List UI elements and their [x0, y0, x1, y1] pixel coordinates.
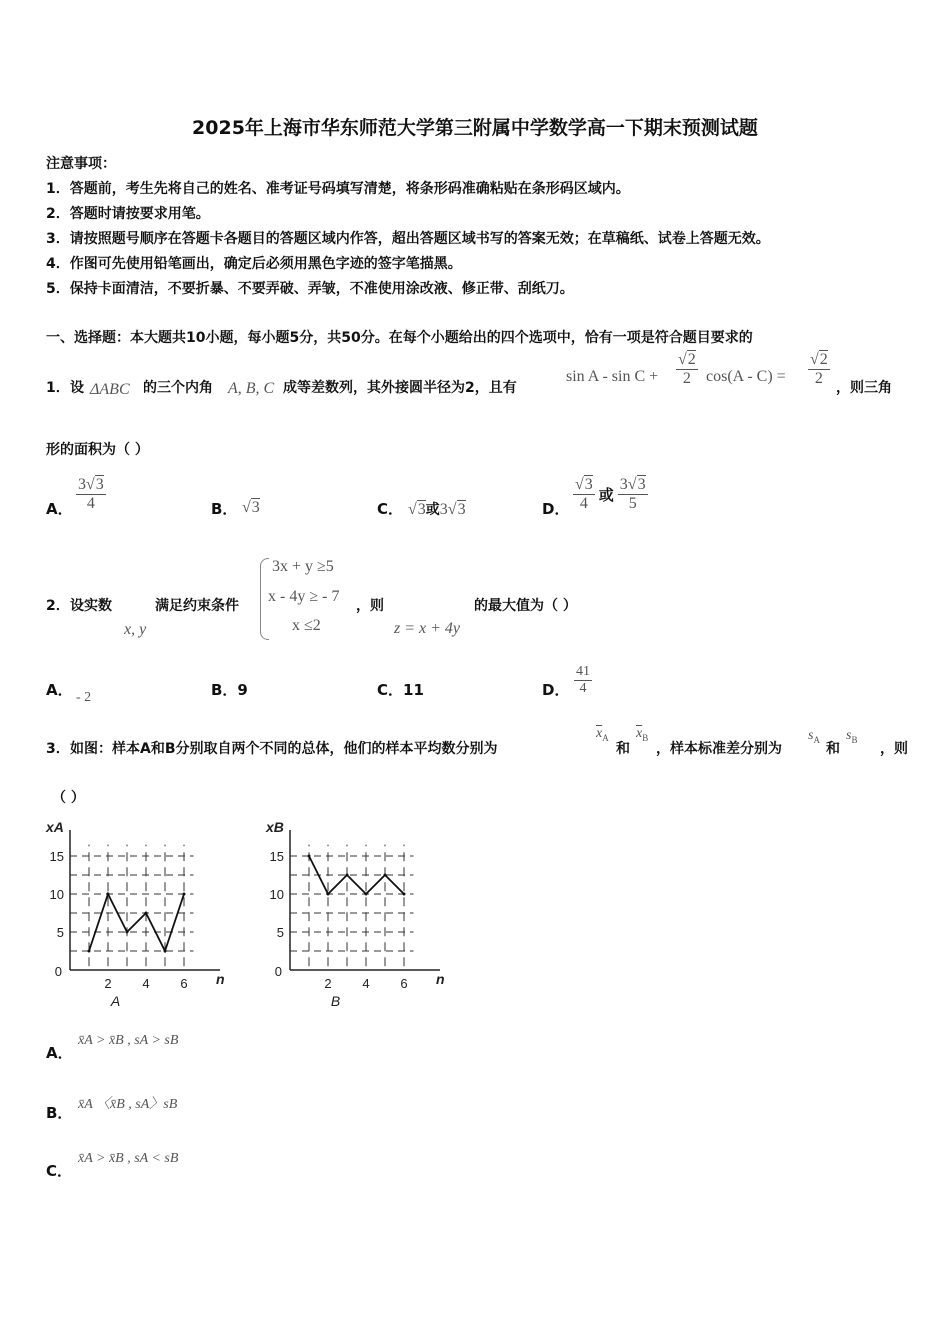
q3-text-4: （ ） — [52, 790, 85, 806]
notice-item-3: 3．请按照题号顺序在答题卡各题目的答题区域内作答，超出答题区域书写的答案无效；在草稿纸、试卷上答题无效。 — [46, 231, 770, 247]
q3-number: 3． — [46, 741, 70, 757]
q3-option-a-label: A． — [46, 1044, 73, 1062]
chart-a-xtick: 4 — [142, 976, 150, 991]
q1-eq-frac1: $\frac{√2}{2}$ — [678, 351, 696, 387]
chart-b-point — [365, 893, 368, 896]
q2-text-2: 满足约束条件 — [155, 598, 239, 614]
q1-option-a-value: $\frac{3√3}{4}$ — [78, 476, 104, 512]
q3-and-2: 和 — [826, 741, 840, 757]
notice-item-2: 2．答题时请按要求用笔。 — [46, 206, 210, 222]
q3-sd-b: $s_B$ — [846, 728, 858, 745]
q3-option-b-label: B． — [46, 1104, 73, 1122]
q2-objective: z = x + 4y — [394, 620, 461, 637]
chart-b-xtick: 4 — [362, 976, 370, 991]
chart-b-xlabel: n — [436, 971, 445, 987]
chart-b-xtick: 2 — [324, 976, 332, 991]
chart-b-point — [327, 893, 330, 896]
chart-a-ytick: 5 — [56, 925, 64, 940]
chart-b-xtick: 6 — [400, 976, 408, 991]
q3-sd-a: $s_A$ — [808, 728, 820, 745]
q1-text-1: 设 — [70, 380, 84, 396]
chart-b-ytick: 5 — [276, 925, 284, 940]
q1-eq-mid: cos(A - C) = — [706, 368, 786, 385]
q3-mean-a: $\overline{x}_A$ — [596, 726, 609, 743]
q1-triangle: ΔABC — [90, 381, 130, 398]
q3-charts — [40, 815, 460, 1010]
chart-b — [265, 819, 445, 1009]
chart-b-ytick: 10 — [269, 887, 284, 902]
q3-option-a-value: x̄A > x̄B , sA > sB — [78, 1033, 179, 1048]
q2-constraint-3: x ≤2 — [292, 617, 321, 634]
chart-b-ylabel: xB — [266, 819, 284, 835]
section-heading: 一、选择题：本大题共10小题，每小题5分，共50分。在每个小题给出的四个选项中，恰有一项是符合题目要求的 — [46, 330, 753, 346]
q1-option-d-value: $\frac{√3}{4}$ 或 $\frac{3√3}{5}$ — [575, 476, 646, 512]
q3-and-1: 和 — [616, 741, 630, 757]
q1-option-c-value: √3或3√3 — [408, 501, 466, 518]
notice-item-4: 4．作图可先使用铅笔画出，确定后必须用黑色字迹的签字笔描黑。 — [46, 256, 462, 272]
q3-option-c-label: C． — [46, 1162, 73, 1180]
q1-text-3: 成等差数列，其外接圆半径为2，且有 — [283, 380, 517, 396]
q1-text-2: 的三个内角 — [143, 380, 213, 396]
q2-text-1: 设实数 — [70, 598, 112, 614]
chart-b-point — [346, 874, 349, 877]
chart-b-point — [308, 855, 311, 858]
q1-option-a-label: A． — [46, 500, 73, 518]
q3-mean-b: $\overline{x}_B$ — [636, 726, 649, 743]
q1-number: 1． — [46, 380, 70, 396]
chart-a-point — [164, 950, 167, 953]
chart-b-ytick: 15 — [269, 849, 284, 864]
chart-b-title: B — [330, 993, 341, 1009]
chart-a-point — [145, 912, 148, 915]
chart-b-point — [403, 893, 406, 896]
chart-a — [45, 819, 225, 1009]
chart-a-xlabel: n — [216, 971, 225, 987]
chart-a-xtick: 2 — [104, 976, 112, 991]
q3-option-c-value: x̄A > x̄B , sA < sB — [78, 1151, 179, 1166]
q1-eq-frac2: $\frac{√2}{2}$ — [810, 351, 828, 387]
notice-heading: 注意事项： — [46, 156, 116, 172]
q3-option-b-value: x̄A 〈x̄B , sA〉sB — [78, 1097, 178, 1112]
notice-item-5: 5．保持卡面清洁，不要折暴、不要弄破、弄皱，不准使用涂改液、修正带、刮纸刀。 — [46, 281, 574, 297]
q3-text-3: ，则 — [880, 741, 908, 757]
q2-vars: x, y — [124, 621, 147, 638]
q2-text-4: 的最大值为（ ） — [474, 598, 577, 614]
q3-text-2: ，样本标准差分别为 — [656, 741, 782, 757]
q3-text-1: 如图：样本A和B分别取自两个不同的总体，他们的样本平均数分别为 — [70, 741, 498, 757]
chart-a-ytick: 10 — [49, 887, 64, 902]
chart-a-xtick: 6 — [180, 976, 188, 991]
chart-a-point — [126, 931, 129, 934]
q1-angles: A, B, C — [228, 380, 275, 397]
q1-option-d-label: D． — [542, 500, 570, 518]
chart-a-title: A — [110, 993, 121, 1009]
chart-a-point — [88, 950, 91, 953]
chart-a-point — [107, 893, 110, 896]
q2-text-3: ，则 — [356, 598, 384, 614]
q1-option-b-label: B． — [211, 500, 238, 518]
q1-text-5: 形的面积为（ ） — [46, 442, 149, 458]
chart-a-ytick: 15 — [49, 849, 64, 864]
chart-a-ylabel: xA — [46, 819, 64, 835]
q2-option-d-value: $\frac{41}{4}$ — [576, 664, 590, 696]
q2-option-d-label: D． — [542, 681, 570, 699]
q2-constraint-1: 3x + y ≥5 — [272, 558, 334, 575]
q2-option-a-label: A． — [46, 681, 73, 699]
chart-a-point — [183, 893, 186, 896]
q1-eq-left: sin A - sin C + — [566, 368, 659, 385]
q2-option-a-value: - 2 — [76, 690, 92, 705]
page-title: 2025年上海市华东师范大学第三附属中学数学高一下期末预测试题 — [192, 117, 758, 139]
q2-option-c: C．11 — [377, 681, 424, 699]
chart-a-series-line — [89, 894, 184, 951]
notice-item-1: 1．答题前，考生先将自己的姓名、准考证号码填写清楚，将条形码准确粘贴在条形码区域内。 — [46, 181, 630, 197]
q2-number: 2． — [46, 598, 70, 614]
chart-a-origin: 0 — [54, 964, 62, 979]
chart-b-origin: 0 — [274, 964, 282, 979]
q1-option-b-value: √3 — [242, 499, 260, 516]
q1-option-c-label: C． — [377, 500, 404, 518]
q2-constraint-2: x - 4y ≥ - 7 — [268, 588, 340, 605]
q2-option-b: B．9 — [211, 681, 248, 699]
chart-b-point — [384, 874, 387, 877]
q1-text-4: ，则三角 — [836, 380, 892, 396]
